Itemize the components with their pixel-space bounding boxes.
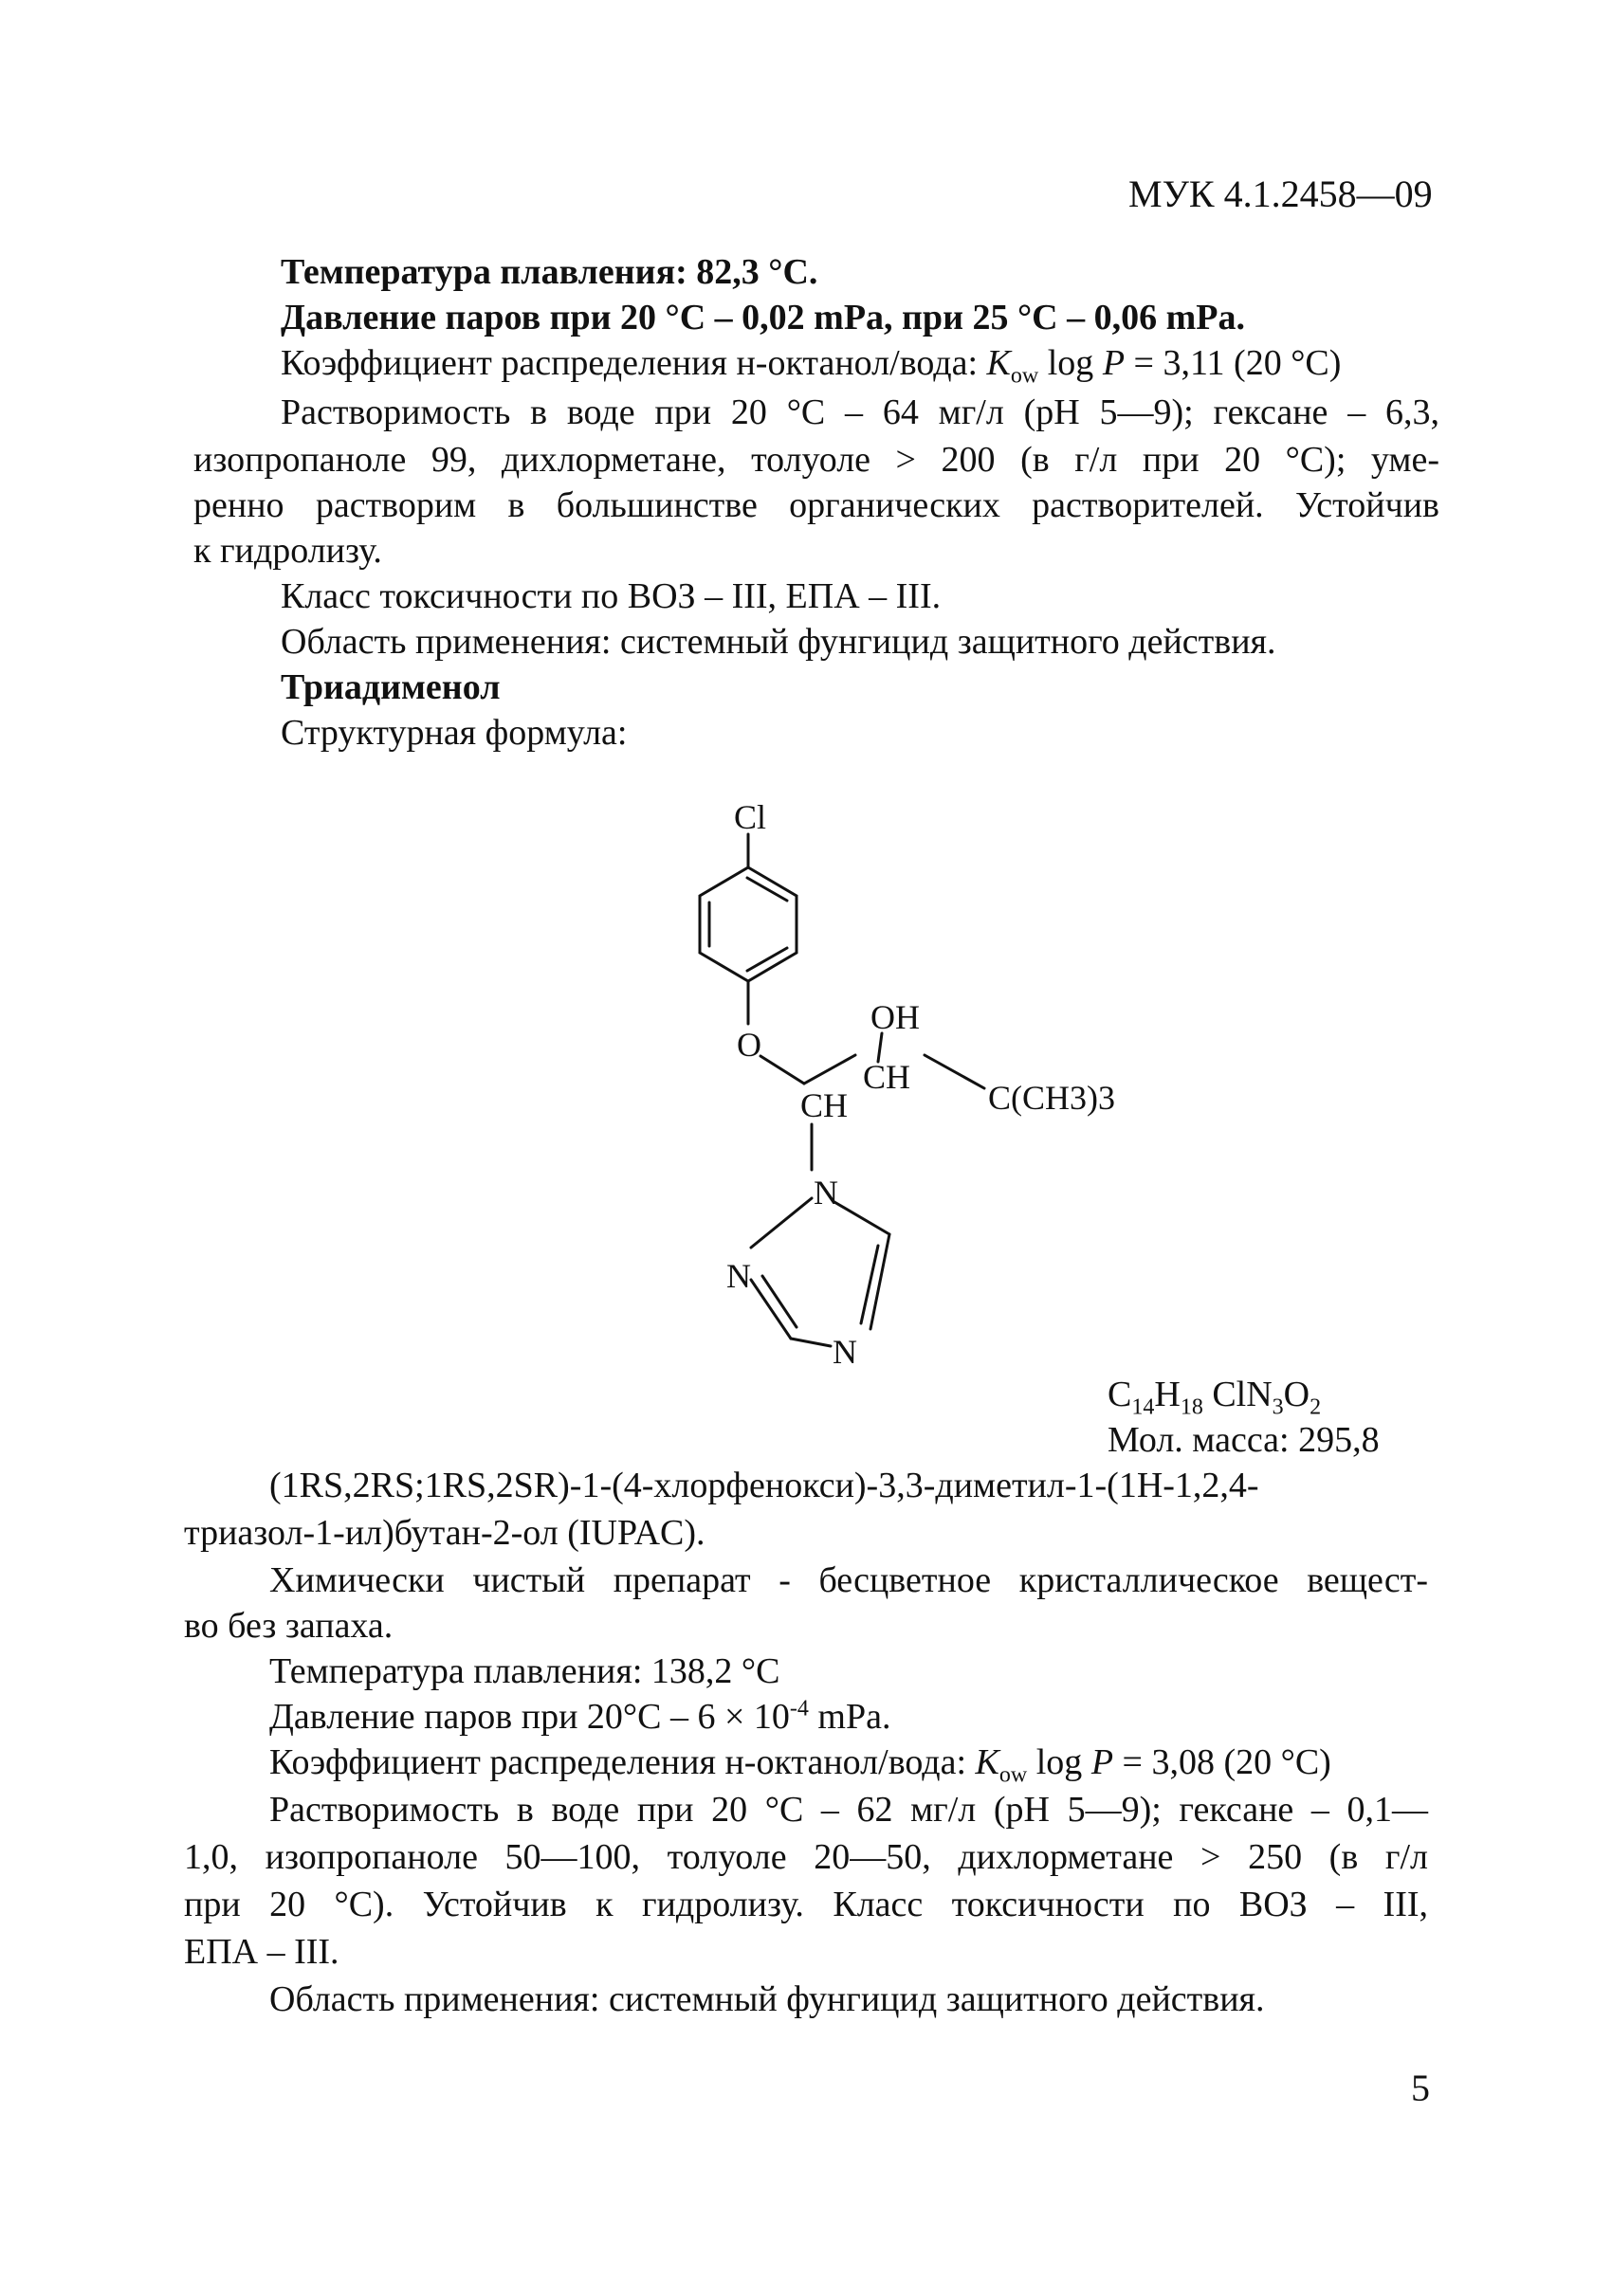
mf-o: O bbox=[1283, 1375, 1310, 1414]
bond-n1-c5 bbox=[751, 1198, 812, 1248]
solubility-2-line-4: ЕПА – III. bbox=[184, 1932, 339, 1972]
benzene-ring bbox=[700, 867, 797, 981]
mf-c: C bbox=[1108, 1375, 1132, 1414]
tert-butyl-group: C(CH3)3 bbox=[988, 1079, 1115, 1117]
partition-coefficient-2 bbox=[269, 1740, 1331, 1788]
mf-cln: ClN bbox=[1202, 1375, 1273, 1414]
iupac-name-line-1: (1RS,2RS;1RS,2SR)-1-(4-хлорфенокси)-3,3-диметил-1-(1Н-1,2,4- bbox=[269, 1466, 1259, 1505]
kow-prefix: Коэффициент распределения н-октанол/вода: bbox=[281, 343, 987, 383]
solubility-2-line-3: при 20 °С). Устойчив к гидролизу. Класс токсичности по ВОЗ – III, bbox=[184, 1885, 1428, 1924]
solubility-1-line-1: Растворимость в воде при 20 °С – 64 мг/л (рН 5—9); гексане – 6,3, bbox=[281, 392, 1439, 432]
atom-cl: Cl bbox=[734, 798, 767, 836]
ring-double-bond-1 bbox=[747, 878, 787, 901]
kow-value-2: = 3,08 (20 °С) bbox=[1113, 1742, 1331, 1782]
mf-h-count: 18 bbox=[1180, 1394, 1203, 1420]
document-code-header: МУК 4.1.2458—09 bbox=[1128, 173, 1433, 215]
solubility-1-line-2: изопропаноле 99, дихлорметане, толуоле > 200 (в г/л при 20 °С); уме- bbox=[193, 440, 1439, 480]
application-area-1: Область применения: системный фунгицид защитного действия. bbox=[281, 622, 1276, 662]
kow-subscript-2: ow bbox=[998, 1762, 1028, 1788]
kow-log: log bbox=[1038, 343, 1103, 383]
toxicity-class-1: Класс токсичности по ВОЗ – III, ЕПА – III. bbox=[281, 576, 942, 616]
mf-h: H bbox=[1154, 1375, 1181, 1414]
molecular-formula bbox=[1108, 1373, 1322, 1420]
mf-o-count: 2 bbox=[1310, 1394, 1322, 1420]
vapor-unit: mPa. bbox=[808, 1697, 891, 1737]
bond-ch-tbu bbox=[925, 1055, 984, 1088]
solubility-1-line-4: к гидролизу. bbox=[193, 531, 382, 571]
mf-n-count: 3 bbox=[1272, 1394, 1284, 1420]
atom-n1: N bbox=[814, 1174, 838, 1212]
bond-n1-c5b bbox=[834, 1202, 889, 1234]
kow-k-2: K bbox=[975, 1742, 999, 1782]
structural-formula-label: Структурная формула: bbox=[281, 713, 628, 753]
bond-c5-n4-double bbox=[861, 1246, 878, 1323]
kow-p-2: P bbox=[1090, 1742, 1114, 1782]
page-number: 5 bbox=[1411, 2067, 1430, 2109]
melting-point-2: Температура плавления: 138,2 °С bbox=[269, 1651, 780, 1691]
solubility-2-line-2: 1,0, изопропаноле 50—100, толуоле 20—50, дихлорметане > 250 (в г/л bbox=[184, 1837, 1428, 1877]
atom-o: O bbox=[737, 1026, 761, 1064]
vapor-pressure-1: Давление паров при 20 °С – 0,02 mPa, при 25 °С – 0,06 mPa. bbox=[281, 298, 1245, 337]
compound-title: Триадименол bbox=[281, 667, 501, 707]
triadimenol-structure bbox=[683, 787, 1157, 1412]
kow-prefix-2: Коэффициент распределения н-октанол/вода: bbox=[269, 1742, 976, 1782]
kow-log-2: log bbox=[1027, 1742, 1091, 1782]
solubility-2-line-1: Растворимость в воде при 20 °С – 62 мг/л (рН 5—9); гексане – 0,1— bbox=[269, 1790, 1428, 1830]
bond-o-ch bbox=[760, 1056, 804, 1084]
atom-oh: OH bbox=[870, 998, 920, 1036]
melting-point-1: Температура плавления: 82,3 °С. bbox=[281, 252, 818, 292]
application-area-2: Область применения: системный фунгицид защитного действия. bbox=[269, 1979, 1265, 2019]
ring-double-bond-2 bbox=[747, 948, 787, 971]
mf-c-count: 14 bbox=[1131, 1394, 1155, 1420]
atom-ch-1: CH bbox=[800, 1086, 849, 1124]
kow-k: K bbox=[986, 343, 1011, 383]
kow-value: = 3,11 (20 °С) bbox=[1125, 343, 1342, 383]
kow-subscript: ow bbox=[1010, 363, 1039, 389]
solubility-1-line-3: ренно растворим в большинстве органических растворителей. Устойчив bbox=[193, 485, 1439, 525]
vapor-exponent: -4 bbox=[789, 1696, 809, 1722]
atom-ch-2: CH bbox=[863, 1058, 911, 1096]
partition-coefficient-1 bbox=[281, 341, 1342, 389]
atom-n3: N bbox=[833, 1333, 857, 1371]
description-line-2: во без запаха. bbox=[184, 1606, 394, 1646]
bond-c3-n4 bbox=[791, 1339, 831, 1346]
vapor-pressure-2 bbox=[269, 1695, 890, 1739]
iupac-name-line-2: триазол-1-ил)бутан-2-ол (IUPAC). bbox=[184, 1513, 705, 1553]
atom-n2: N bbox=[726, 1257, 751, 1295]
bond-c5-n4 bbox=[870, 1234, 889, 1329]
description-line-1: Химически чистый препарат - бесцветное кристаллическое вещест- bbox=[269, 1560, 1428, 1600]
kow-p: P bbox=[1102, 343, 1126, 383]
molecular-mass: Мол. масса: 295,8 bbox=[1108, 1420, 1380, 1460]
bond-ch-ch bbox=[804, 1055, 855, 1084]
vapor-prefix: Давление паров при 20°С – 6 × 10 bbox=[269, 1697, 790, 1737]
